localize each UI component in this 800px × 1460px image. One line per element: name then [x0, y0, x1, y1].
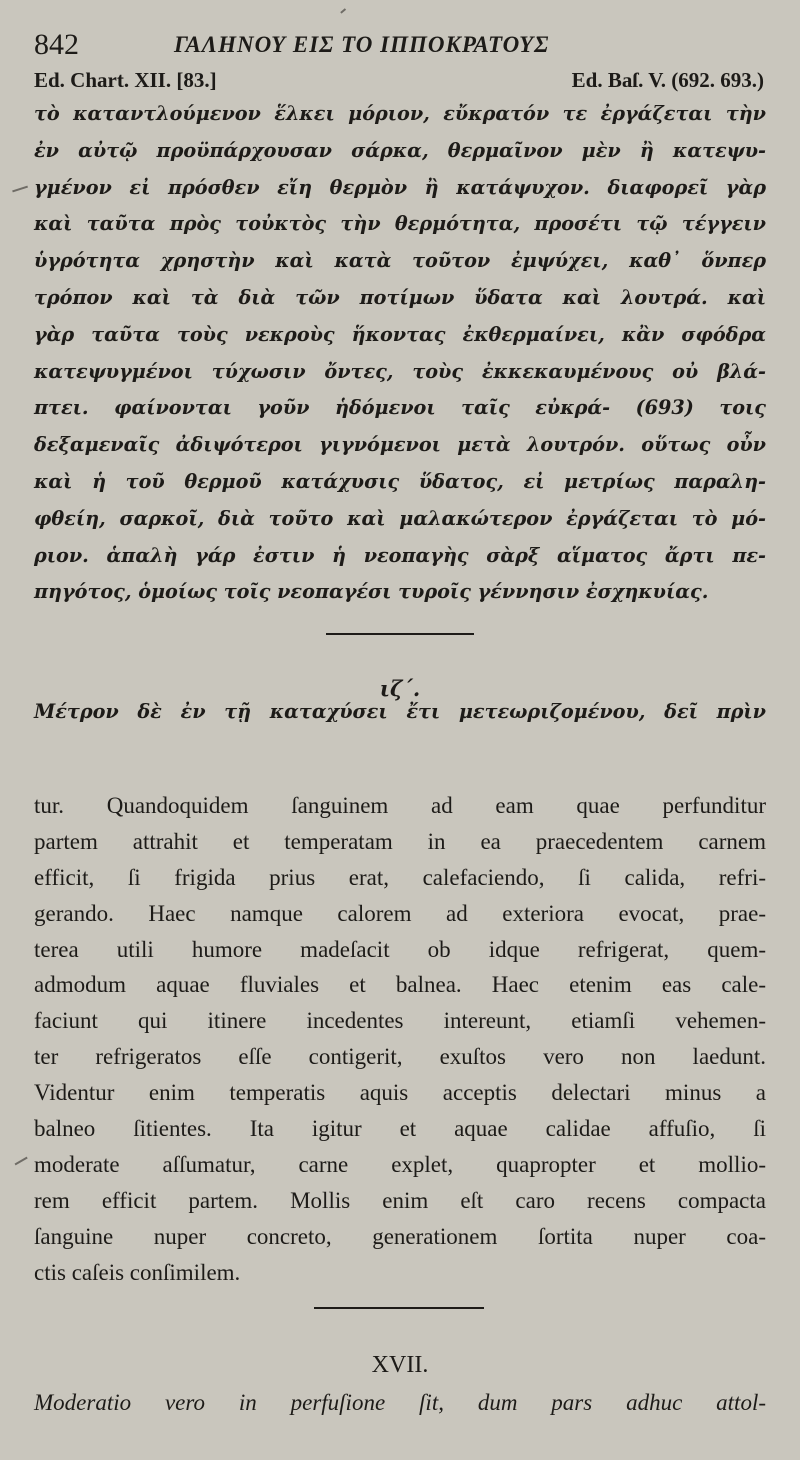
greek-line: φθείη, σαρκοῖ, διὰ τοῦτο καὶ μαλακώτερον ἐργάζεται τὸ μό- — [34, 506, 766, 530]
latin-line: moderate aſſumatur, carne explet, quapropter et mollio- — [34, 1151, 766, 1177]
latin-line: balneo ſitientes. Ita igitur et aquae calidae affuſio, ſi — [34, 1116, 766, 1142]
latin-section-number: XVII. — [371, 1352, 429, 1378]
greek-line: γμένον εἰ πρόσθεν εἴη θερμὸν ἢ κατάψυχον. διαφορεῖ γὰρ — [34, 175, 766, 199]
greek-line: ἐν αὐτῷ προϋπάρχουσαν σάρκα, θερμαῖνον μὲν ἢ κατεψυ- — [34, 138, 766, 162]
section-divider — [314, 1307, 484, 1309]
latin-line: ter refrigeratos eſſe contigerit, exuſtos vero non laedunt. — [34, 1044, 766, 1070]
greek-line: ριον. ἁπαλὴ γάρ ἐστιν ἡ νεοπαγὴς σὰρξ αἵματος ἄρτι πε- — [34, 543, 766, 567]
page-number: 842 — [34, 28, 79, 61]
running-title: ΓΑΛΗΝΟΥ ΕΙΣ ΤΟ ΙΠΠΟΚΡΑΤΟΥΣ — [174, 32, 550, 57]
greek-line: καὶ ταῦτα πρὸς τοὐκτὸς τὴν θερμότητα, προσέτι τῷ τέγγειν — [34, 212, 766, 236]
latin-line: admodum aquae fluviales et balnea. Haec etenim eas cale- — [34, 972, 766, 998]
greek-line: ὑγρότητα χρηστὴν καὶ κατὰ τοῦτον ἐμψύχει, καθ᾽ ὅνπερ — [34, 249, 766, 273]
latin-line: faciunt qui itinere incedentes intereunt, etiamſi vehemen- — [34, 1008, 766, 1034]
greek-line: πτει. φαίνονται γοῦν ἡδόμενοι ταῖς εὐκρά- (693) τοις — [34, 396, 766, 420]
latin-line: rem efficit partem. Mollis enim eſt caro recens compacta — [34, 1187, 766, 1213]
greek-line: τρόπον καὶ τὰ διὰ τῶν ποτίμων ὕδατα καὶ λουτρά. καὶ — [34, 285, 766, 309]
greek-line: καὶ ἡ τοῦ θερμοῦ κατάχυσις ὕδατος, εἰ μετρίως παραλη- — [34, 469, 766, 493]
greek-line: γὰρ ταῦτα τοὺς νεκροὺς ἥκοντας ἐκθερμαίνει, κἂν σφόδρα — [34, 322, 766, 346]
latin-text-block — [34, 788, 766, 1290]
greek-line: πηγότος, ὁμοίως τοῖς νεοπαγέσι τυροῖς γέννησιν ἐσχηκυίας. — [34, 580, 709, 604]
latin-line: gerando. Haec namque calorem ad exteriora evocat, prae- — [34, 900, 766, 926]
greek-lemma: Μέτρον δὲ ἐν τῇ καταχύσει ἔτι μετεωριζομένου, δεῖ πρὶν — [34, 700, 766, 723]
greek-line: δεξαμεναῖς ἀδιψότεροι γιγνόμενοι μετὰ λουτρόν. οὕτως οὖν — [34, 433, 766, 457]
latin-line: ctis caſeis conſimilem. — [34, 1259, 241, 1285]
latin-line: Videntur enim temperatis aquis acceptis delectari minus a — [34, 1080, 766, 1106]
greek-line: κατεψυγμένοι τύχωσιν ὄντες, τοὺς ἐκκεκαυμένους οὐ βλά- — [34, 359, 766, 383]
latin-line: terea utili humore madeſacit ob idque refrigerat, quem- — [34, 936, 766, 962]
greek-text-block — [34, 96, 766, 611]
latin-line: tur. Quandoquidem ſanguinem ad eam quae perfunditur — [34, 793, 766, 818]
latin-line: partem attrahit et temperatam in ea praecedentem carnem — [34, 828, 766, 854]
page-header — [34, 28, 764, 64]
greek-section-number: ιζ΄. — [379, 676, 421, 701]
margin-pencil-mark — [15, 1157, 28, 1165]
greek-line: τὸ καταντλούμενον ἕλκει μόριον, εὔκρατόν τε ἐργάζεται τὴν — [34, 102, 766, 125]
edition-basel: Ed. Baſ. V. (692. 693.) — [571, 68, 764, 92]
margin-pencil-mark — [340, 8, 346, 13]
latin-line: ſanguine nuper concreto, generationem ſortita nuper coa- — [34, 1223, 766, 1249]
edition-chartier: Ed. Chart. XII. [83.] — [34, 68, 217, 92]
section-divider — [326, 633, 474, 635]
latin-lemma: Moderatio vero in perfuſione ſit, dum pars adhuc attol- — [34, 1390, 766, 1415]
margin-pencil-mark — [12, 186, 28, 192]
latin-line: efficit, ſi frigida prius erat, calefaciendo, ſi calida, refri- — [34, 864, 766, 890]
edition-references — [34, 68, 764, 96]
